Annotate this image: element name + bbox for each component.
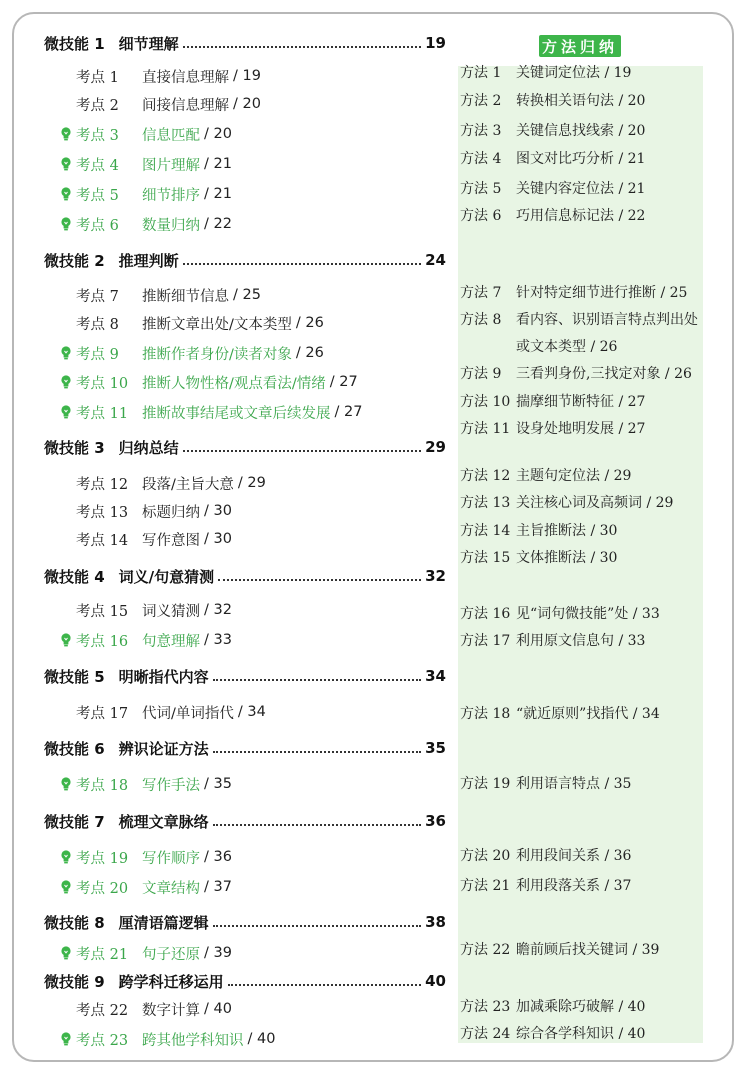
toc-item[interactable] — [76, 152, 232, 176]
item-title: 写作顺序 — [142, 850, 200, 867]
item-title: 间接信息理解 — [142, 97, 229, 114]
dot-leader — [213, 925, 421, 927]
item-page: / 30 — [204, 531, 232, 547]
toc-item[interactable] — [76, 598, 232, 622]
item-page: / 26 — [295, 315, 324, 331]
item-number: 考点 17 — [76, 705, 129, 722]
method-text: 利用段落关系 / 37 — [516, 878, 632, 894]
item-page: / 22 — [204, 216, 232, 232]
method-number: 方法 7 — [460, 285, 502, 301]
section-heading[interactable] — [44, 563, 446, 589]
methods-panel — [458, 66, 703, 1043]
toc-item[interactable] — [76, 628, 232, 652]
item-page: / 29 — [237, 475, 266, 491]
method-text: 见“词句微技能”处 / 33 — [516, 606, 660, 622]
item-number: 考点 22 — [76, 1002, 129, 1019]
toc-item[interactable] — [76, 400, 362, 424]
lightbulb-icon — [60, 880, 72, 894]
method-number: 方法 10 — [460, 394, 511, 410]
method-text: 主题句定位法 / 29 — [516, 468, 632, 484]
item-page: / 40 — [204, 1001, 232, 1017]
item-title: 数量归纳 — [142, 217, 200, 234]
item-page: / 40 — [247, 1031, 276, 1047]
methods-tag: 方法归纳 — [539, 35, 621, 57]
item-number: 考点 5 — [76, 187, 119, 204]
dot-leader — [183, 46, 421, 48]
section-title: 归纳总结 — [118, 438, 179, 457]
item-page: / 20 — [233, 96, 261, 112]
toc-item[interactable] — [76, 92, 261, 116]
toc-item[interactable] — [76, 997, 232, 1021]
lightbulb-icon — [60, 633, 72, 647]
section-number: 微技能 2 — [44, 251, 105, 270]
item-number: 考点 11 — [76, 405, 129, 422]
toc-item[interactable] — [76, 122, 232, 146]
item-number: 考点 16 — [76, 633, 129, 650]
lightbulb-icon — [60, 375, 72, 389]
method-number: 方法 18 — [460, 706, 511, 722]
section-title: 推理判断 — [118, 251, 179, 270]
item-title: 数字计算 — [142, 1002, 200, 1019]
item-title: 标题归纳 — [142, 504, 200, 521]
section-title: 辨识论证方法 — [118, 739, 209, 758]
item-page: / 30 — [204, 503, 232, 519]
item-title: 文章结构 — [142, 880, 200, 897]
method-number: 方法 12 — [460, 468, 511, 484]
toc-item[interactable] — [76, 471, 266, 495]
section-number: 微技能 1 — [44, 34, 105, 53]
section-number: 微技能 8 — [44, 913, 105, 932]
method-number: 方法 2 — [460, 93, 502, 109]
item-title: 词义猜测 — [142, 603, 200, 620]
section-page: 40 — [425, 972, 446, 990]
method-number: 方法 17 — [460, 633, 511, 649]
method-text: 综合各学科知识 / 40 — [516, 1026, 646, 1042]
method-number: 方法 15 — [460, 550, 511, 566]
lightbulb-icon — [60, 850, 72, 864]
toc-item[interactable] — [76, 700, 266, 724]
method-text-continued: 或文本类型 / 26 — [516, 339, 618, 355]
item-number: 考点 6 — [76, 217, 119, 234]
lightbulb-icon — [60, 405, 72, 419]
section-number: 微技能 7 — [44, 812, 105, 831]
section-heading[interactable] — [44, 808, 446, 834]
item-number: 考点 1 — [76, 69, 119, 86]
section-number: 微技能 9 — [44, 972, 105, 991]
section-heading[interactable] — [44, 30, 446, 56]
item-title: 推断故事结尾或文章后续发展 — [142, 405, 331, 422]
lightbulb-icon — [60, 1032, 72, 1046]
toc-item[interactable] — [76, 370, 358, 394]
item-title: 写作意图 — [142, 532, 200, 549]
section-number: 微技能 3 — [44, 438, 105, 457]
method-number: 方法 9 — [460, 366, 502, 382]
method-text: 揣摩细节断特征 / 27 — [516, 394, 646, 410]
section-title: 厘清语篇逻辑 — [118, 913, 209, 932]
method-text: 关注核心词及高频词 / 29 — [516, 495, 674, 511]
lightbulb-icon — [60, 127, 72, 141]
dot-leader — [213, 824, 421, 826]
item-title: 推断人物性格/观点看法/情绪 — [142, 375, 326, 392]
method-text: “就近原则”找指代 / 34 — [516, 706, 660, 722]
item-page: / 21 — [204, 156, 232, 172]
item-number: 考点 14 — [76, 532, 129, 549]
item-page: / 19 — [233, 68, 261, 84]
method-number: 方法 8 — [460, 312, 502, 328]
method-text: 主旨推断法 / 30 — [516, 523, 618, 539]
toc-item[interactable] — [76, 64, 261, 88]
method-text: 关键词定位法 / 19 — [516, 65, 632, 81]
item-title: 跨其他学科知识 — [142, 1032, 244, 1049]
item-number: 考点 3 — [76, 127, 119, 144]
method-text: 三看判身份,三找定对象 / 26 — [516, 366, 692, 382]
item-number: 考点 20 — [76, 880, 129, 897]
section-title: 跨学科迁移运用 — [118, 972, 224, 991]
section-number: 微技能 5 — [44, 667, 105, 686]
item-number: 考点 21 — [76, 946, 129, 963]
method-number: 方法 22 — [460, 942, 511, 958]
toc-item[interactable] — [76, 283, 261, 307]
section-page: 24 — [425, 251, 446, 269]
toc-item[interactable] — [76, 341, 324, 365]
item-page: / 37 — [204, 879, 232, 895]
item-page: / 26 — [295, 345, 324, 361]
item-number: 考点 8 — [76, 316, 119, 333]
item-number: 考点 2 — [76, 97, 119, 114]
item-title: 信息匹配 — [142, 127, 200, 144]
method-number: 方法 6 — [460, 208, 502, 224]
method-number: 方法 23 — [460, 999, 511, 1015]
toc-item[interactable] — [76, 845, 232, 869]
dot-leader — [228, 984, 421, 986]
item-number: 考点 13 — [76, 504, 129, 521]
method-number: 方法 3 — [460, 123, 502, 139]
item-number: 考点 7 — [76, 288, 119, 305]
method-number: 方法 20 — [460, 848, 511, 864]
method-text: 利用语言特点 / 35 — [516, 776, 632, 792]
section-page: 32 — [425, 567, 446, 585]
dot-leader — [183, 450, 421, 452]
section-heading[interactable] — [44, 434, 446, 460]
item-title: 句意理解 — [142, 633, 200, 650]
toc-item[interactable] — [76, 527, 232, 551]
item-page: / 25 — [233, 287, 261, 303]
section-title: 梳理文章脉络 — [118, 812, 209, 831]
method-text: 关键信息找线索 / 20 — [516, 123, 646, 139]
item-title: 直接信息理解 — [142, 69, 229, 86]
lightbulb-icon — [60, 346, 72, 360]
item-title: 细节排序 — [142, 187, 200, 204]
toc-item[interactable] — [76, 1027, 275, 1051]
item-number: 考点 18 — [76, 777, 129, 794]
method-text: 加减乘除巧破解 / 40 — [516, 999, 646, 1015]
section-number: 微技能 6 — [44, 739, 105, 758]
toc-item[interactable] — [76, 772, 232, 796]
item-page: / 39 — [204, 945, 232, 961]
section-page: 34 — [425, 667, 446, 685]
section-heading[interactable] — [44, 909, 446, 935]
toc-item[interactable] — [76, 311, 324, 335]
item-title: 推断作者身份/读者对象 — [142, 346, 292, 363]
item-title: 写作手法 — [142, 777, 200, 794]
item-number: 考点 15 — [76, 603, 129, 620]
item-page: / 27 — [334, 404, 363, 420]
method-text: 瞻前顾后找关键词 / 39 — [516, 942, 660, 958]
method-number: 方法 13 — [460, 495, 511, 511]
dot-leader — [213, 751, 421, 753]
dot-leader — [213, 679, 421, 681]
method-text: 关键内容定位法 / 21 — [516, 181, 646, 197]
dot-leader — [183, 263, 421, 265]
item-page: / 34 — [237, 704, 266, 720]
item-number: 考点 12 — [76, 476, 129, 493]
item-title: 推断细节信息 — [142, 288, 229, 305]
toc-item[interactable] — [76, 875, 232, 899]
toc-item[interactable] — [76, 182, 232, 206]
section-heading[interactable] — [44, 663, 446, 689]
item-page: / 35 — [204, 776, 232, 792]
method-number: 方法 1 — [460, 65, 502, 81]
section-heading[interactable] — [44, 247, 446, 273]
section-title: 词义/句意猜测 — [118, 567, 215, 586]
item-page: / 27 — [329, 374, 358, 390]
item-page: / 21 — [204, 186, 232, 202]
method-number: 方法 19 — [460, 776, 511, 792]
section-heading[interactable] — [44, 968, 446, 994]
item-page: / 32 — [204, 602, 232, 618]
section-page: 36 — [425, 812, 446, 830]
lightbulb-icon — [60, 157, 72, 171]
section-page: 29 — [425, 438, 446, 456]
item-page: / 33 — [204, 632, 232, 648]
lightbulb-icon — [60, 187, 72, 201]
method-text: 利用原文信息句 / 33 — [516, 633, 646, 649]
item-title: 推断文章出处/文本类型 — [142, 316, 292, 333]
item-title: 代词/单词指代 — [142, 705, 234, 722]
section-page: 35 — [425, 739, 446, 757]
dot-leader — [218, 579, 421, 581]
toc-item[interactable] — [76, 212, 232, 236]
method-number: 方法 14 — [460, 523, 511, 539]
item-title: 句子还原 — [142, 946, 200, 963]
method-text: 转换相关语句法 / 20 — [516, 93, 646, 109]
lightbulb-icon — [60, 217, 72, 231]
item-number: 考点 10 — [76, 375, 129, 392]
section-heading[interactable] — [44, 735, 446, 761]
method-text: 巧用信息标记法 / 22 — [516, 208, 646, 224]
item-number: 考点 9 — [76, 346, 119, 363]
lightbulb-icon — [60, 946, 72, 960]
item-page: / 20 — [204, 126, 232, 142]
method-text: 利用段间关系 / 36 — [516, 848, 632, 864]
method-text: 文体推断法 / 30 — [516, 550, 618, 566]
method-text: 设身处地明发展 / 27 — [516, 421, 646, 437]
item-number: 考点 19 — [76, 850, 129, 867]
item-title: 图片理解 — [142, 157, 200, 174]
method-number: 方法 24 — [460, 1026, 511, 1042]
section-number: 微技能 4 — [44, 567, 105, 586]
section-page: 38 — [425, 913, 446, 931]
item-page: / 36 — [204, 849, 232, 865]
lightbulb-icon — [60, 777, 72, 791]
toc-item[interactable] — [76, 941, 232, 965]
method-text: 看内容、识别语言特点判出处 — [516, 312, 698, 328]
toc-item[interactable] — [76, 499, 232, 523]
method-number: 方法 4 — [460, 151, 502, 167]
method-text: 针对特定细节进行推断 / 25 — [516, 285, 688, 301]
item-number: 考点 4 — [76, 157, 119, 174]
item-title: 段落/主旨大意 — [142, 476, 234, 493]
section-page: 19 — [425, 34, 446, 52]
method-number: 方法 11 — [460, 421, 511, 437]
section-title: 细节理解 — [118, 34, 179, 53]
method-number: 方法 16 — [460, 606, 511, 622]
method-number: 方法 5 — [460, 181, 502, 197]
method-number: 方法 21 — [460, 878, 511, 894]
method-text: 图文对比巧分析 / 21 — [516, 151, 646, 167]
section-title: 明晰指代内容 — [118, 667, 209, 686]
item-number: 考点 23 — [76, 1032, 129, 1049]
